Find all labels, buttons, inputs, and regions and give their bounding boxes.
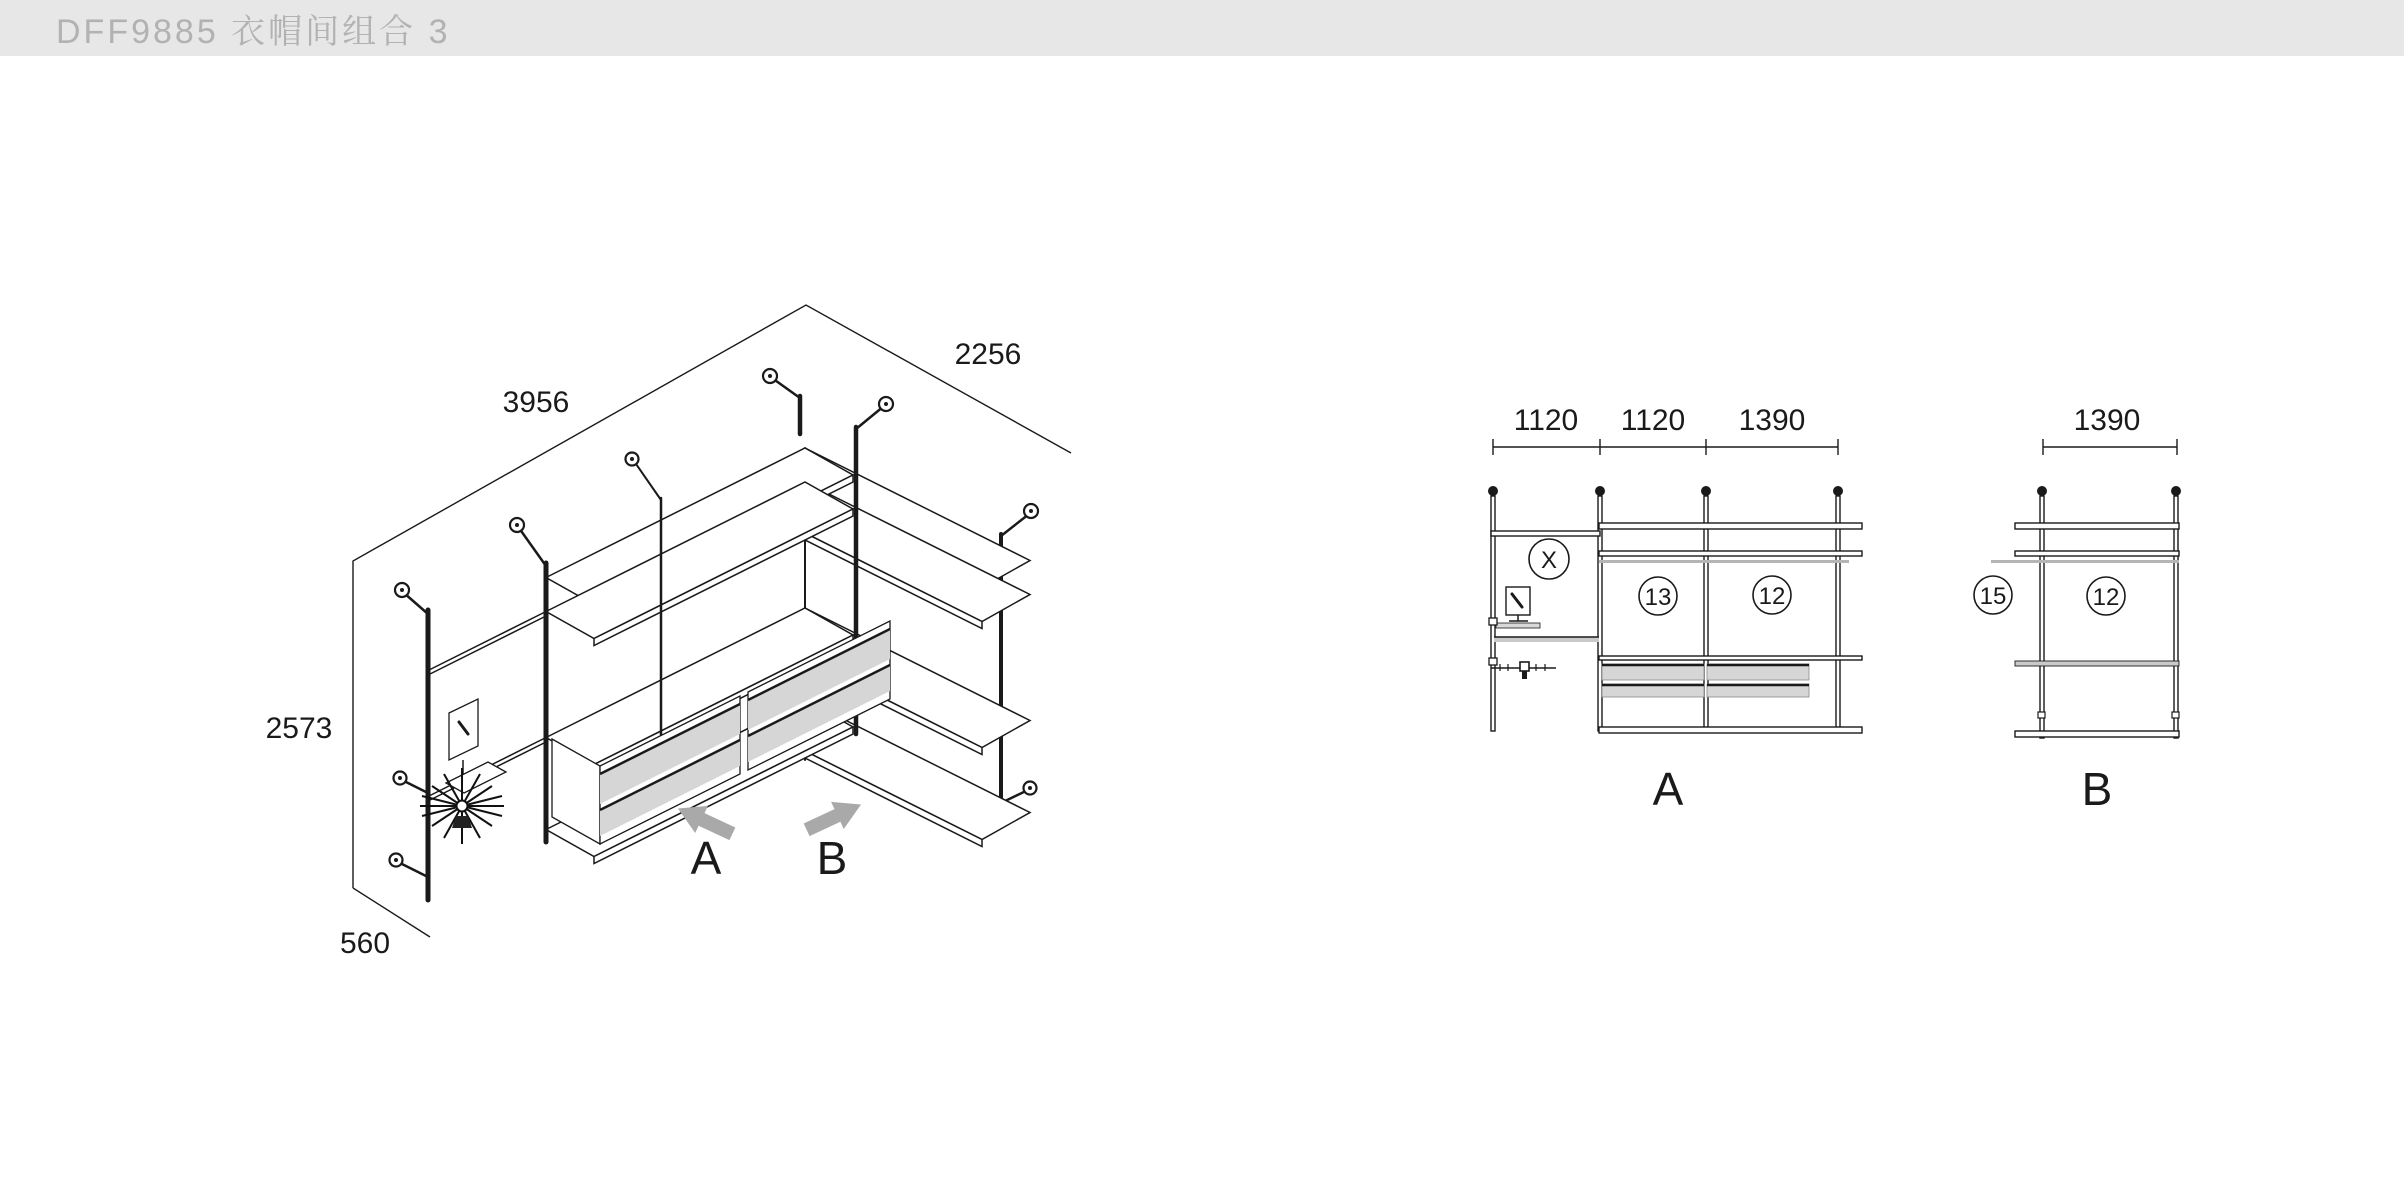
- iso-pole-a2: [510, 518, 546, 842]
- elevation-b-callout-15: [1974, 576, 2012, 614]
- elevation-a-mirror: [1496, 587, 1540, 628]
- elevation-b-shelves: [1991, 523, 2179, 737]
- svg-text:15: 15: [1979, 583, 2007, 610]
- elevation-a-dimension-line: [1493, 439, 1838, 455]
- view-marker-a: A: [690, 832, 722, 884]
- elevation-a-shelf-band: [1494, 637, 1599, 642]
- isometric-view: [266, 305, 1071, 960]
- iso-pole-a1: [390, 583, 429, 900]
- svg-text:13: 13: [1644, 584, 1672, 611]
- drawing-title: DFF9885 衣帽间组合 3: [56, 12, 451, 51]
- elevation-a-drawers-bay3: [1707, 664, 1809, 697]
- view-marker-b: B: [816, 832, 848, 884]
- elevation-a-label: A: [1652, 763, 1684, 815]
- elevation-a-callout-12: [1753, 576, 1791, 614]
- elevation-b-callout-12: [2087, 577, 2125, 615]
- elevation-a-callout-x: [1529, 539, 1569, 579]
- elevation-a-dim-1: 1120: [1513, 404, 1579, 437]
- svg-text:X: X: [1540, 547, 1558, 574]
- iso-dim-width-b: 2256: [954, 338, 1022, 371]
- elevation-a-hook-rail: [1491, 662, 1556, 679]
- iso-dim-height: 2573: [265, 712, 333, 745]
- iso-dim-width-a: 3956: [502, 386, 570, 419]
- elevation-b-dim-1: 1390: [2073, 404, 2141, 437]
- elevation-b-label: B: [2081, 763, 2113, 815]
- svg-text:12: 12: [1758, 583, 1786, 610]
- elevation-a-dim-3: 1390: [1738, 404, 1806, 437]
- iso-mirror: [446, 699, 506, 793]
- elevation-a: [1488, 404, 1862, 815]
- iso-dim-depth: 560: [339, 927, 391, 960]
- elevation-b-dimension-line: [2043, 439, 2177, 455]
- svg-text:12: 12: [2092, 584, 2120, 611]
- elevation-a-drawers-bay2: [1602, 664, 1704, 697]
- elevation-b: [1974, 404, 2181, 815]
- elevation-a-dim-2: 1120: [1620, 404, 1686, 437]
- elevation-a-callout-13: [1639, 577, 1677, 615]
